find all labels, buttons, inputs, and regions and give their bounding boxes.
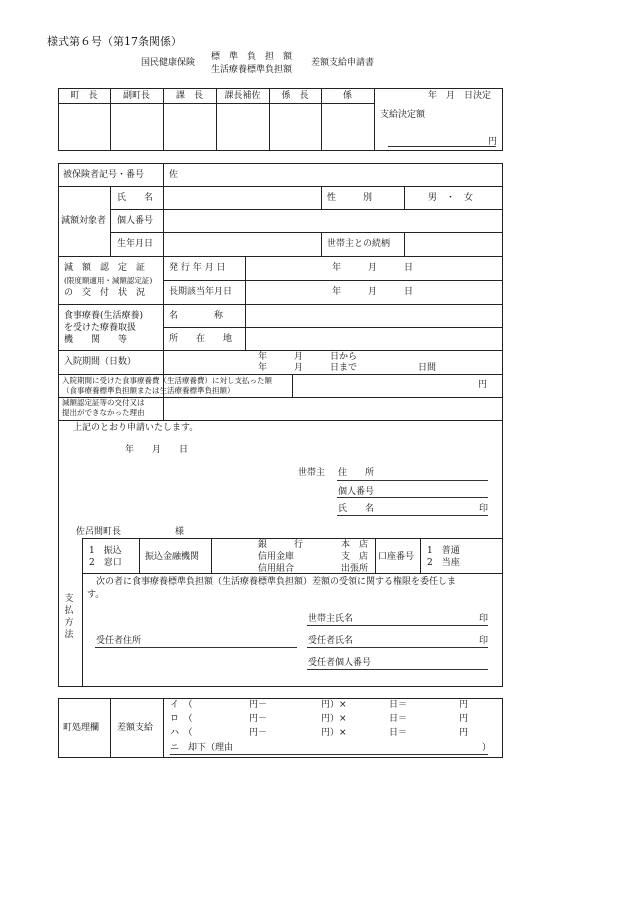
gender-options: 男 ・ 女 xyxy=(428,193,474,203)
institution-label-line1: 食事療養(生活療養) xyxy=(64,311,144,321)
title-line1: 標 準 負 担 額 xyxy=(211,52,293,62)
institution-label-line3: 機 関 等 xyxy=(64,335,128,345)
issue-date-label: 発 行 年 月 日 xyxy=(169,263,226,273)
reason-label-line2: 提出ができなかった理由 xyxy=(62,408,145,417)
calc-row-ha-c: 日＝ xyxy=(389,728,408,738)
approval-col-staff: 係 xyxy=(342,91,352,101)
institution-label-line2: を受けた療養取扱 xyxy=(64,323,137,333)
delegate-personal-number-label: 受任者個人番号 xyxy=(308,658,372,668)
bank-type-bank: 銀 行 xyxy=(258,540,304,550)
rejection-close: ） xyxy=(482,743,492,753)
delegation-householder-seal: 印 xyxy=(479,614,489,624)
householder-label: 世帯主 xyxy=(298,468,326,478)
institution-address-label: 所 在 地 xyxy=(169,334,233,344)
gender-label: 性 別 xyxy=(327,193,373,203)
calc-row-ro-mark: ロ （ xyxy=(170,714,193,724)
calc-row-i-b: 円）× xyxy=(321,700,347,710)
account-type-current: 2 当座 xyxy=(427,558,460,568)
office-processing-label: 町処理欄 xyxy=(63,723,100,733)
bank-type-credit-union: 信用組合 xyxy=(258,564,295,574)
householder-name-label: 氏 名 xyxy=(338,504,375,514)
approval-col-deputy-mayor: 副町長 xyxy=(122,91,150,101)
insured-number-prefix: 佐 xyxy=(169,170,179,180)
calc-row-i-d: 円 xyxy=(459,700,469,710)
title-line2: 生活療養標準負担額 xyxy=(211,65,293,75)
reason-label-line1: 減額認定証等の交付又は xyxy=(62,398,145,407)
birth-date-label: 生年月日 xyxy=(117,239,154,249)
account-type-ordinary: 1 普通 xyxy=(427,546,460,556)
method-counter: 2 窓口 xyxy=(89,558,122,568)
householder-personal-number-label: 個人番号 xyxy=(338,487,375,497)
decision-date: 年 月 日決定 xyxy=(428,91,492,101)
addressee: 佐呂間町長 xyxy=(76,527,122,537)
certificate-label-line2: (限度額適用・減額認定証) xyxy=(64,276,153,285)
calc-row-i-mark: イ （ xyxy=(170,700,193,710)
admission-from: 年 月 日から xyxy=(258,352,358,362)
branch-type-branch: 支 店 xyxy=(341,552,369,562)
form-number: 様式第６号（第17条関係） xyxy=(47,35,182,48)
payment-method-label: 支 払 方 法 xyxy=(64,594,74,640)
amount-paid-label-line1: 入院期間に受けた食事療養費（生活療養費）に対し支払った額 xyxy=(62,376,272,385)
calc-row-ro-d: 円 xyxy=(459,714,469,724)
bank-label: 振込金融機関 xyxy=(145,552,200,562)
amount-paid-yen: 円 xyxy=(478,380,488,390)
name-label: 氏 名 xyxy=(117,193,154,203)
branch-type-head: 本 店 xyxy=(341,540,369,550)
account-number-label: 口座番号 xyxy=(378,552,415,562)
approval-col-mayor: 町 長 xyxy=(70,91,98,101)
householder-seal: 印 xyxy=(479,504,489,514)
amount-paid-label-line2: （食事療養標準負担額または生活療養標準負担額） xyxy=(62,386,235,395)
application-date: 年 月 日 xyxy=(125,445,189,455)
calc-row-ro-c: 日＝ xyxy=(389,714,408,724)
admission-to: 年 月 日まで xyxy=(258,363,358,373)
approval-col-subsection-chief: 係 長 xyxy=(281,91,309,101)
difference-payment-label: 差額支給 xyxy=(117,723,154,733)
delegation-text-line1: 次の者に食事療養標準負担額（生活療養標準負担額）差額の受領に関する権限を委任しま xyxy=(96,577,457,587)
bank-type-shinkin: 信用金庫 xyxy=(258,552,295,562)
branch-type-office: 出張所 xyxy=(341,564,369,574)
delegate-name-label: 受任者氏名 xyxy=(308,636,354,646)
delegate-seal: 印 xyxy=(479,636,489,646)
calc-row-ro-a: 円－ xyxy=(249,714,268,724)
calc-row-ha-mark: ハ （ xyxy=(170,728,193,738)
relation-label: 世帯主との続柄 xyxy=(327,239,391,249)
calc-row-ha-b: 円）× xyxy=(321,728,347,738)
decision-amount-yen: 円 xyxy=(488,137,498,147)
approval-col-section-chief: 課 長 xyxy=(175,91,203,101)
calc-row-i-a: 円－ xyxy=(249,700,268,710)
delegate-address-label: 受任者住所 xyxy=(96,636,142,646)
certificate-label-line3: の 交 付 状 況 xyxy=(64,288,146,298)
long-term-date-label: 長期該当年月日 xyxy=(169,287,233,297)
certificate-label-line1: 減 額 認 定 証 xyxy=(64,263,146,273)
calc-row-ha-a: 円－ xyxy=(249,728,268,738)
title-prefix: 国民健康保険 xyxy=(141,58,196,68)
insured-number-label: 被保険者記号・番号 xyxy=(63,170,145,180)
calc-row-ro-b: 円）× xyxy=(321,714,347,724)
personal-number-label: 個人番号 xyxy=(117,216,154,226)
application-statement: 上記のとおり申請いたします。 xyxy=(73,423,199,433)
calc-row-i-c: 日＝ xyxy=(389,700,408,710)
issue-date-value: 年 月 日 xyxy=(332,263,414,273)
delegation-text-line2: す。 xyxy=(87,590,105,600)
decision-amount-label: 支給決定額 xyxy=(380,110,426,120)
method-transfer: 1 振込 xyxy=(89,546,122,556)
long-term-date-value: 年 月 日 xyxy=(332,287,414,297)
addressee-honorific: 様 xyxy=(175,527,185,537)
subject-person-label: 減額対象者 xyxy=(61,216,107,226)
approval-col-assistant-chief: 課長補佐 xyxy=(224,91,261,101)
admission-period-label: 入院期間（日数） xyxy=(64,357,137,367)
householder-address-label: 住 所 xyxy=(338,468,375,478)
admission-days: 日間 xyxy=(418,363,437,373)
delegation-householder-name-label: 世帯主氏名 xyxy=(308,614,354,624)
calc-row-ha-d: 円 xyxy=(459,728,469,738)
title-suffix: 差額支給申請書 xyxy=(311,58,375,68)
rejection-label: ニ 却下（理由 xyxy=(170,743,234,753)
institution-name-label: 名 称 xyxy=(169,311,224,321)
